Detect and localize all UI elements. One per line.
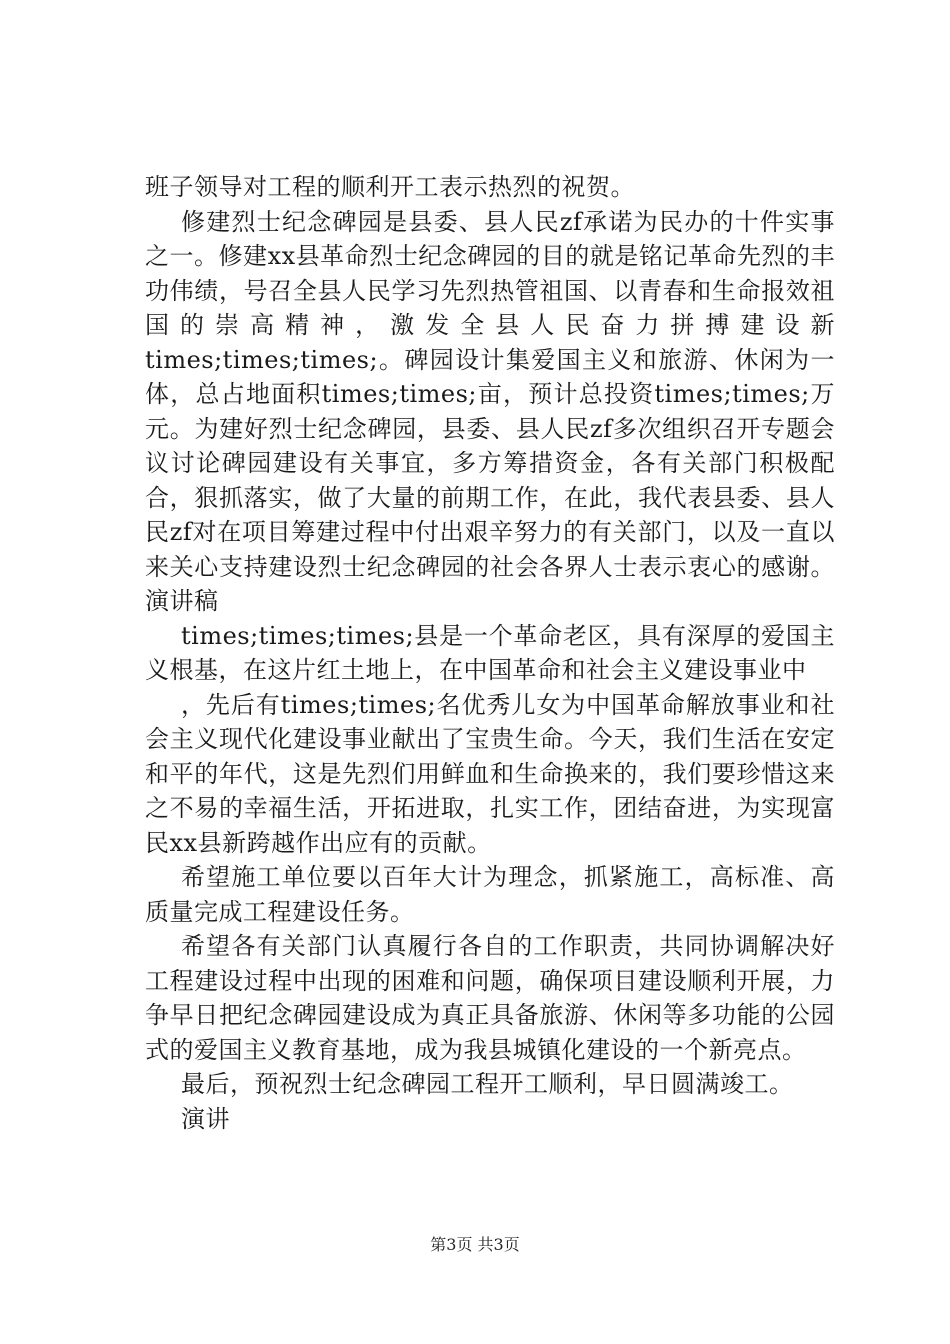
- page-number-footer: 第3页 共3页: [430, 1235, 520, 1254]
- paragraph-martyrs-sacrifice: ，先后有times;times;名优秀儿女为中国革命解放事业和社会主义现代化建设事业献出了宝贵生命。今天，我们生活在安定和平的年代，这是先烈们用鲜血和生命换来的，我们要珍惜这来之不易的幸福生活，开拓进取，扎实工作，团结奋进，为实现富民xx县新跨越作出应有的贡献。: [145, 690, 835, 857]
- paragraph-memorial-project: 修建烈士纪念碑园是县委、县人民zf承诺为民办的十件实事之一。修建xx县革命烈士纪念碑园的目的就是铭记革命先烈的丰功伟绩，号召全县人民学习先烈热管祖国、以青春和生命报效祖国的崇高精神，激发全县人民奋力拼搏建设新times;times;times;。碑园设计集爱国主义和旅游、休闲为一体，总占地面积times;times;亩，预计总投资times;times;万元。为建好烈士纪念碑园，县委、县人民zf多次组织召开专题会议讨论碑园建设有关事宜，多方筹措资金，各有关部门积极配合，狠抓落实，做了大量的前期工作，在此，我代表县委、县人民zf对在项目筹建过程中付出艰辛努力的有关部门，以及一直以来关心支持建设烈士纪念碑园的社会各界人士表示衷心的感谢。演讲稿: [145, 207, 835, 615]
- document-body: [145, 170, 835, 1136]
- paragraph-construction-unit: 希望施工单位要以百年大计为理念，抓紧施工，高标准、高质量完成工程建设任务。: [145, 863, 835, 926]
- paragraph-congratulations: 班子领导对工程的顺利开工表示热烈的祝贺。: [145, 173, 635, 201]
- paragraph-closing-wish: 最后，预祝烈士纪念碑园工程开工顺利，早日圆满竣工。: [181, 1070, 794, 1098]
- paragraph-revolutionary-county: times;times;times;县是一个革命老区，具有深厚的爱国主义根基，在这片红土地上，在中国革命和社会主义建设事业中: [145, 621, 835, 684]
- paragraph-speech-tag: 演讲: [181, 1104, 230, 1133]
- paragraph-departments: 希望各有关部门认真履行各自的工作职责，共同协调解决好工程建设过程中出现的困难和问题，确保项目建设顺利开展，力争早日把纪念碑园建设成为真正具备旅游、休闲等多功能的公园式的爱国主义教育基地，成为我县城镇化建设的一个新亮点。: [145, 932, 835, 1064]
